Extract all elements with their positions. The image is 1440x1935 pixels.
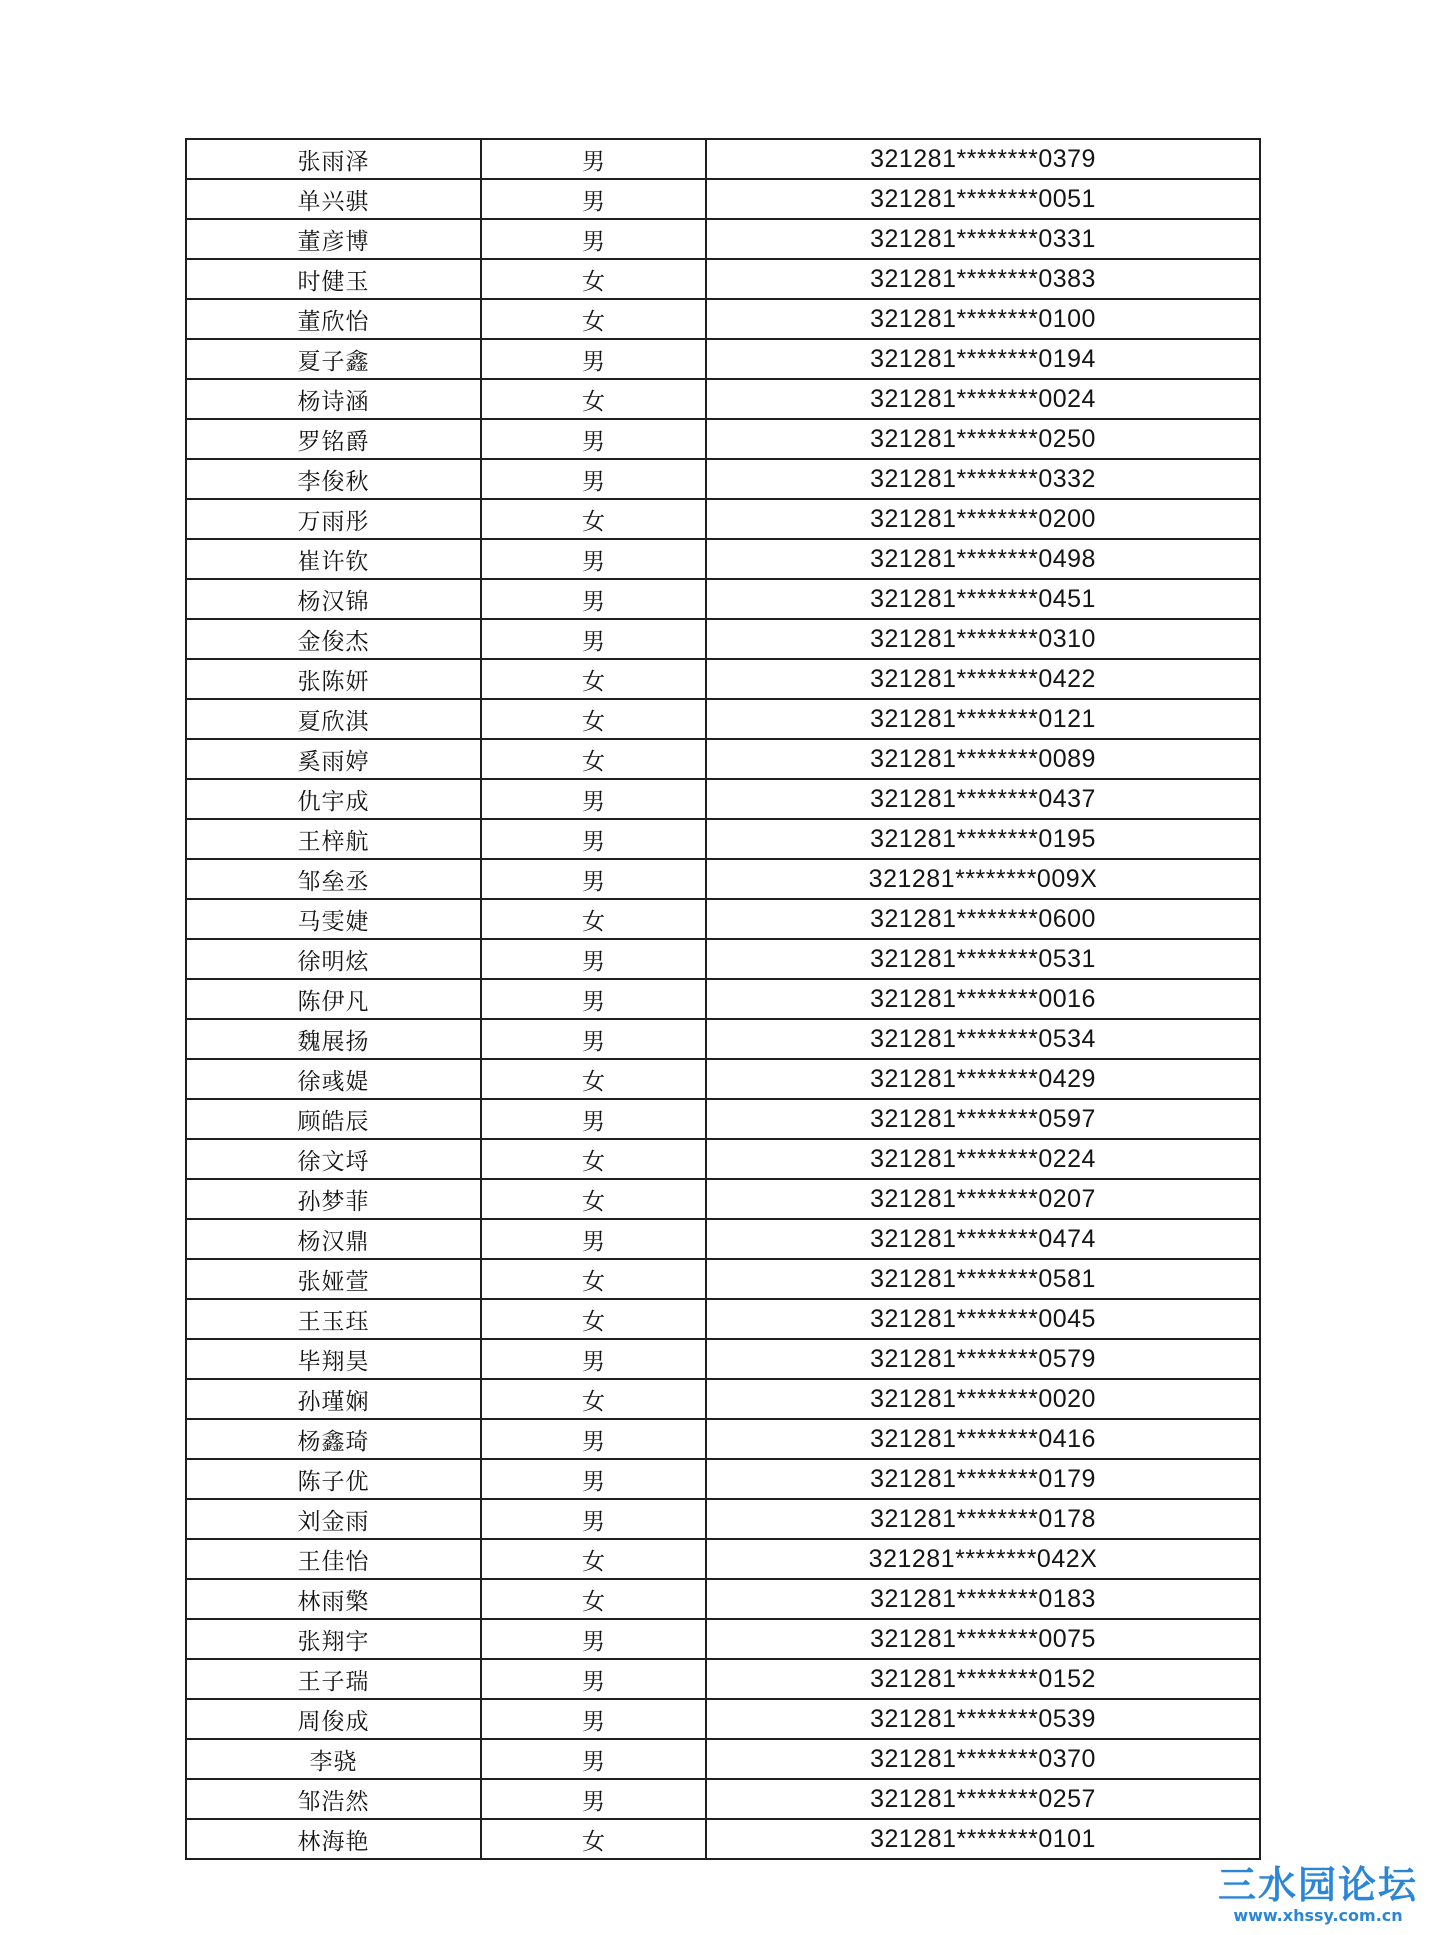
idnum-cell: 321281********0194 (706, 339, 1260, 379)
name-cell: 孙瑾娴 (186, 1379, 481, 1419)
table-row (186, 1379, 1260, 1419)
gender-cell: 男 (481, 179, 706, 219)
gender-cell: 女 (481, 1139, 706, 1179)
table-row (186, 1539, 1260, 1579)
idnum-cell: 321281********0310 (706, 619, 1260, 659)
name-cell: 林海艳 (186, 1819, 481, 1859)
table-row (186, 419, 1260, 459)
gender-cell: 男 (481, 1619, 706, 1659)
table-row (186, 1059, 1260, 1099)
idnum-cell: 321281********0250 (706, 419, 1260, 459)
gender-cell: 男 (481, 539, 706, 579)
name-cell: 杨鑫琦 (186, 1419, 481, 1459)
student-roster-table (185, 138, 1261, 1860)
table-row (186, 1739, 1260, 1779)
gender-cell: 男 (481, 779, 706, 819)
name-cell: 刘金雨 (186, 1499, 481, 1539)
idnum-cell: 321281********0178 (706, 1499, 1260, 1539)
gender-cell: 男 (481, 139, 706, 179)
table-row (186, 1819, 1260, 1859)
gender-cell: 女 (481, 1579, 706, 1619)
table-row (186, 259, 1260, 299)
name-cell: 孙梦菲 (186, 1179, 481, 1219)
name-cell: 王佳怡 (186, 1539, 481, 1579)
gender-cell: 女 (481, 1259, 706, 1299)
table-row (186, 339, 1260, 379)
table-row (186, 939, 1260, 979)
idnum-cell: 321281********0579 (706, 1339, 1260, 1379)
name-cell: 夏欣淇 (186, 699, 481, 739)
table-row (186, 1659, 1260, 1699)
name-cell: 邹垒丞 (186, 859, 481, 899)
idnum-cell: 321281********0183 (706, 1579, 1260, 1619)
idnum-cell: 321281********0195 (706, 819, 1260, 859)
table-row (186, 779, 1260, 819)
table-row (186, 579, 1260, 619)
gender-cell: 女 (481, 1379, 706, 1419)
gender-cell: 女 (481, 1539, 706, 1579)
name-cell: 陈伊凡 (186, 979, 481, 1019)
idnum-cell: 321281********0179 (706, 1459, 1260, 1499)
table-row (186, 819, 1260, 859)
gender-cell: 女 (481, 499, 706, 539)
idnum-cell: 321281********0024 (706, 379, 1260, 419)
table-row (186, 1219, 1260, 1259)
table-row (186, 619, 1260, 659)
gender-cell: 女 (481, 899, 706, 939)
name-cell: 奚雨婷 (186, 739, 481, 779)
name-cell: 邹浩然 (186, 1779, 481, 1819)
table-row (186, 219, 1260, 259)
gender-cell: 女 (481, 1179, 706, 1219)
idnum-cell: 321281********0534 (706, 1019, 1260, 1059)
name-cell: 王梓航 (186, 819, 481, 859)
idnum-cell: 321281********0207 (706, 1179, 1260, 1219)
gender-cell: 女 (481, 739, 706, 779)
name-cell: 张娅萱 (186, 1259, 481, 1299)
table-row (186, 739, 1260, 779)
table-row (186, 1499, 1260, 1539)
idnum-cell: 321281********0224 (706, 1139, 1260, 1179)
name-cell: 徐文埒 (186, 1139, 481, 1179)
name-cell: 林雨檠 (186, 1579, 481, 1619)
name-cell: 毕翔昊 (186, 1339, 481, 1379)
gender-cell: 女 (481, 1299, 706, 1339)
gender-cell: 男 (481, 419, 706, 459)
idnum-cell: 321281********0200 (706, 499, 1260, 539)
idnum-cell: 321281********0474 (706, 1219, 1260, 1259)
name-cell: 张陈妍 (186, 659, 481, 699)
name-cell: 马雯婕 (186, 899, 481, 939)
idnum-cell: 321281********0101 (706, 1819, 1260, 1859)
idnum-cell: 321281********0332 (706, 459, 1260, 499)
gender-cell: 男 (481, 1739, 706, 1779)
gender-cell: 女 (481, 299, 706, 339)
name-cell: 陈子优 (186, 1459, 481, 1499)
watermark-logo: 三水园论坛 (1217, 1863, 1418, 1907)
name-cell: 徐明炫 (186, 939, 481, 979)
idnum-cell: 321281********0383 (706, 259, 1260, 299)
table-row (186, 139, 1260, 179)
idnum-cell: 321281********0581 (706, 1259, 1260, 1299)
gender-cell: 男 (481, 939, 706, 979)
name-cell: 张雨泽 (186, 139, 481, 179)
table-row (186, 979, 1260, 1019)
name-cell: 王子瑞 (186, 1659, 481, 1699)
gender-cell: 男 (481, 1699, 706, 1739)
table-row (186, 1579, 1260, 1619)
gender-cell: 女 (481, 699, 706, 739)
gender-cell: 男 (481, 1339, 706, 1379)
table-row (186, 1259, 1260, 1299)
table-row (186, 1139, 1260, 1179)
idnum-cell: 321281********0045 (706, 1299, 1260, 1339)
table-row (186, 379, 1260, 419)
site-watermark (1218, 1863, 1418, 1925)
name-cell: 董欣怡 (186, 299, 481, 339)
idnum-cell: 321281********0416 (706, 1419, 1260, 1459)
gender-cell: 男 (481, 1219, 706, 1259)
name-cell: 杨汉锦 (186, 579, 481, 619)
idnum-cell: 321281********0257 (706, 1779, 1260, 1819)
gender-cell: 男 (481, 859, 706, 899)
gender-cell: 男 (481, 1019, 706, 1059)
name-cell: 顾皓辰 (186, 1099, 481, 1139)
name-cell: 崔许钦 (186, 539, 481, 579)
name-cell: 万雨彤 (186, 499, 481, 539)
table-row (186, 1419, 1260, 1459)
idnum-cell: 321281********0498 (706, 539, 1260, 579)
name-cell: 徐彧媞 (186, 1059, 481, 1099)
table-row (186, 1779, 1260, 1819)
name-cell: 周俊成 (186, 1699, 481, 1739)
name-cell: 杨诗涵 (186, 379, 481, 419)
name-cell: 杨汉鼎 (186, 1219, 481, 1259)
idnum-cell: 321281********0121 (706, 699, 1260, 739)
name-cell: 罗铭爵 (186, 419, 481, 459)
idnum-cell: 321281********0600 (706, 899, 1260, 939)
gender-cell: 男 (481, 219, 706, 259)
name-cell: 时健玉 (186, 259, 481, 299)
gender-cell: 男 (481, 819, 706, 859)
table-row (186, 699, 1260, 739)
idnum-cell: 321281********0531 (706, 939, 1260, 979)
watermark-url: www.xhssy.com.cn (1233, 1906, 1403, 1925)
name-cell: 李俊秋 (186, 459, 481, 499)
idnum-cell: 321281********0152 (706, 1659, 1260, 1699)
gender-cell: 男 (481, 459, 706, 499)
gender-cell: 男 (481, 1499, 706, 1539)
table-row (186, 1179, 1260, 1219)
table-row (186, 1459, 1260, 1499)
idnum-cell: 321281********0020 (706, 1379, 1260, 1419)
idnum-cell: 321281********0075 (706, 1619, 1260, 1659)
name-cell: 仇宇成 (186, 779, 481, 819)
name-cell: 夏子鑫 (186, 339, 481, 379)
name-cell: 张翔宇 (186, 1619, 481, 1659)
name-cell: 魏展扬 (186, 1019, 481, 1059)
idnum-cell: 321281********0370 (706, 1739, 1260, 1779)
idnum-cell: 321281********0379 (706, 139, 1260, 179)
roster-body (186, 139, 1260, 1859)
table-row (186, 539, 1260, 579)
table-row (186, 659, 1260, 699)
idnum-cell: 321281********0422 (706, 659, 1260, 699)
table-row (186, 499, 1260, 539)
table-row (186, 179, 1260, 219)
idnum-cell: 321281********0016 (706, 979, 1260, 1019)
name-cell: 金俊杰 (186, 619, 481, 659)
idnum-cell: 321281********0451 (706, 579, 1260, 619)
name-cell: 李骁 (186, 1739, 481, 1779)
gender-cell: 女 (481, 379, 706, 419)
table-row (186, 1099, 1260, 1139)
idnum-cell: 321281********0100 (706, 299, 1260, 339)
table-row (186, 1339, 1260, 1379)
idnum-cell: 321281********0331 (706, 219, 1260, 259)
idnum-cell: 321281********0437 (706, 779, 1260, 819)
gender-cell: 男 (481, 339, 706, 379)
table-row (186, 299, 1260, 339)
idnum-cell: 321281********0429 (706, 1059, 1260, 1099)
table-row (186, 459, 1260, 499)
gender-cell: 男 (481, 579, 706, 619)
table-row (186, 859, 1260, 899)
table-row (186, 1019, 1260, 1059)
gender-cell: 男 (481, 1419, 706, 1459)
gender-cell: 男 (481, 979, 706, 1019)
table-row (186, 1699, 1260, 1739)
table-row (186, 899, 1260, 939)
gender-cell: 男 (481, 1459, 706, 1499)
gender-cell: 女 (481, 659, 706, 699)
idnum-cell: 321281********0051 (706, 179, 1260, 219)
gender-cell: 女 (481, 1819, 706, 1859)
idnum-cell: 321281********0597 (706, 1099, 1260, 1139)
gender-cell: 女 (481, 1059, 706, 1099)
idnum-cell: 321281********042X (706, 1539, 1260, 1579)
name-cell: 王玉珏 (186, 1299, 481, 1339)
idnum-cell: 321281********0089 (706, 739, 1260, 779)
gender-cell: 女 (481, 259, 706, 299)
gender-cell: 男 (481, 1659, 706, 1699)
table-row (186, 1299, 1260, 1339)
name-cell: 董彦博 (186, 219, 481, 259)
gender-cell: 男 (481, 1779, 706, 1819)
gender-cell: 男 (481, 1099, 706, 1139)
idnum-cell: 321281********0539 (706, 1699, 1260, 1739)
table-row (186, 1619, 1260, 1659)
gender-cell: 男 (481, 619, 706, 659)
name-cell: 单兴骐 (186, 179, 481, 219)
idnum-cell: 321281********009X (706, 859, 1260, 899)
